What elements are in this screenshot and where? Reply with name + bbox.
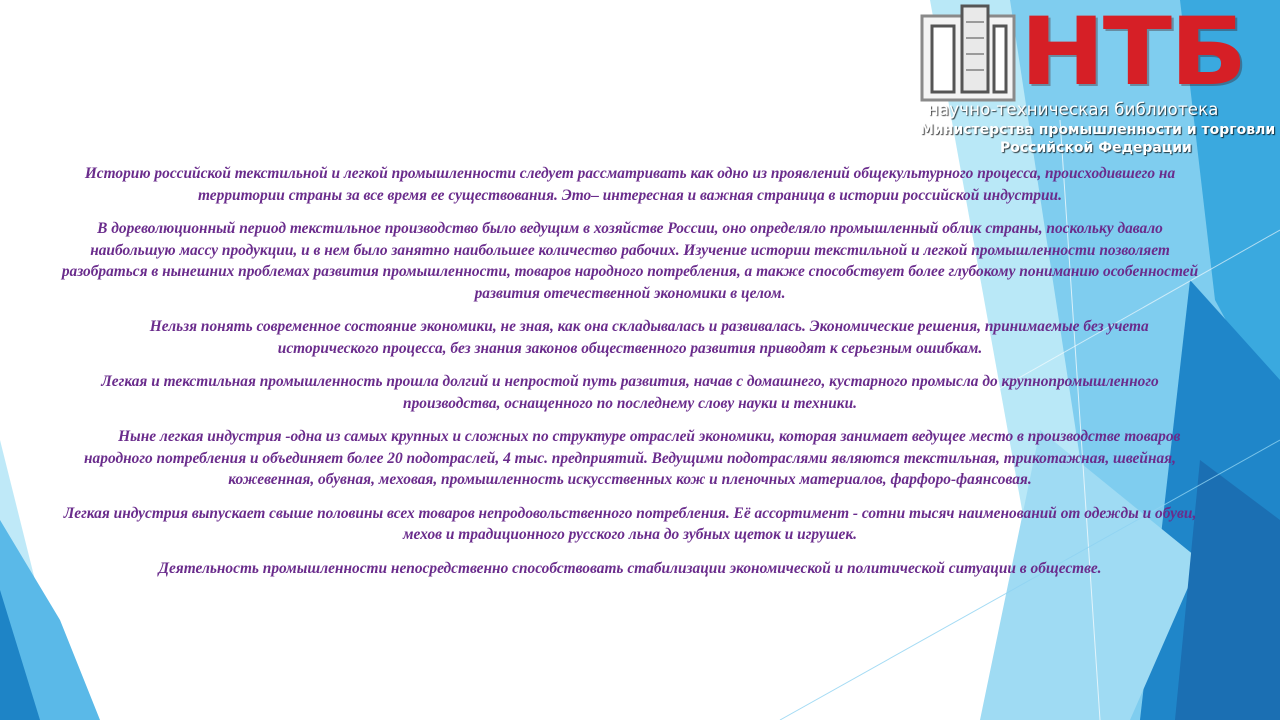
paragraph-history-intro: Историю российской текстильной и легкой промышленности следует рассматривать как одно из проявлений общекультурного процесса, происходившего на территории страны за все время ее существования. Это– интересная и важная страница в истории российской индустрии. [84,165,1176,204]
paragraph-development-path: Легкая и текстильная промышленность прошла долгий и непростой путь развития, начав с домашнего, кустарного промысла до крупнопромышленного производства, оснащенного по последнему слову науки и техники. [101,373,1159,412]
paragraph-industry-structure: Ныне легкая индустрия -одна из самых крупных и сложных по структуре отраслей экономики, которая занимает ведущее место в производстве товаров народного потребления и объединяет более 20 подотраслей, 4 тыс. предприятий. Ведущими подотраслями являются текстильная, трикотажная, швейная, кожевенная, обувная, меховая, промышленность искусственных кож и пленочных материалов, фарфоро-фаянсовая. [84,428,1181,488]
building-logo-icon [920,2,1016,102]
logo-subtitle-line2: Министерства промышленности и торговли [920,122,1276,138]
paragraph-prerevolution: В дореволюционный период текстильное производство было ведущим в хозяйстве России, оно определяло промышленный облик страны, поскольку давало наибольшую массу продукции, и в нем было занятно наибольшее количество рабочих. Изучение истории текстильной и легкой промышленности позволяет разобраться в нынешних проблемах развития промышленности, товаров народного потребления, а также способствует более глубокому пониманию особенностей развития отечественной экономики в целом. [61,220,1199,302]
ntb-logo [916,0,1280,160]
logo-subtitle-line3: Российской Федерации [1000,140,1192,156]
paragraph-economy-understanding: Нельзя понять современное состояние экономики, не зная, как она складывалась и развивалась. Экономические решения, принимаемые без учета исторического процесса, без знания законов общественного развития приводят к серьезным ошибкам. [149,318,1149,357]
logo-letters: НТБ [1020,0,1246,107]
paragraph-stabilization: Деятельность промышленности непосредственно способствовать стабилизации экономической и политической ситуации в обществе. [158,559,1102,577]
paragraph-assortment: Легкая индустрия выпускает свыше половины всех товаров непродовольственного потребления. Её ассортимент - сотни тысяч наименований от одежды и обуви, мехов и традиционного русского льна до зубных щеток и игрушек. [63,504,1197,543]
logo-subtitle-line1: научно-техническая библиотека [928,100,1219,119]
slide-text-body [60,163,1200,591]
